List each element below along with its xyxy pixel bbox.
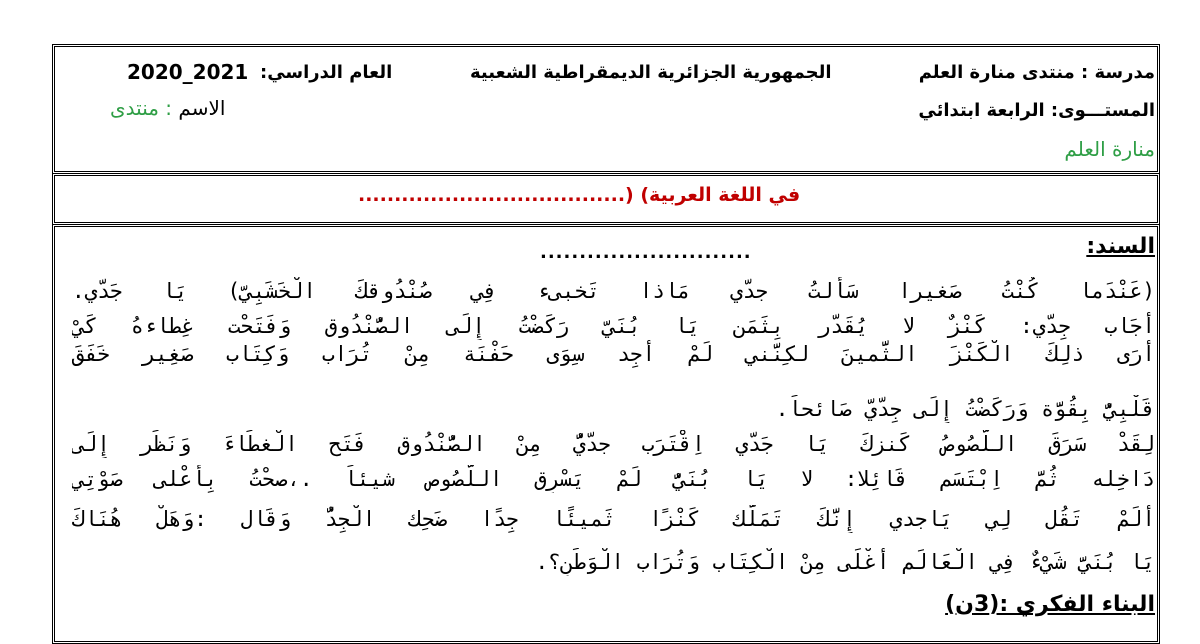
student-name-row: [110, 96, 225, 120]
bina-heading: البناء الفكري :(3ن): [945, 592, 1155, 617]
exam-title-dots: (.....................................: [358, 184, 634, 206]
text-line: (عَنْدَما كُنْتُ صَغيرا سَأَلتُ جدّي مَاذا تَخبىء فِي صُنْدُوقكَ الْخَشَبِيّ) يَا جَدّي.: [72, 279, 1155, 303]
exam-title: [358, 184, 800, 206]
text-line: قَلْبِيُّ بِقُوَّة وَرَكَضْتُ إِلَى جِدّيّ صَائحاً.: [775, 397, 1155, 421]
school-name: مدرسة : منتدى منارة العلم: [918, 62, 1155, 83]
text-line: أَجَاب جِدّي: كَنْزٌ لا يُقَدّر بِثَمَن يَا بُنَيّ رَكَضْتُ إِلَى الصُّنْدُوق وَفَتَحْت غِطاءهُ كَيْ: [72, 314, 1155, 338]
name-value: منتدى: [110, 96, 159, 120]
site-name: منارة العلم: [1064, 137, 1155, 161]
text-line: يَا بُنَيَّ شَيْءٌ فِي الْعَالَم أَغْلَى مِنْ الْكِتَاب وَتُرَاب الْوَطَنِ؟.: [535, 550, 1155, 574]
sanad-heading: السند:: [1086, 234, 1155, 259]
text-line: أَرَى ذلِكَ الْكَنْزَ الثَّمينَ لكِنَّني لَمْ أَجِد سِوَى حَفْنَة مِنْ تُرَاب وَكِتَاب صَغِير خَفَقَ: [72, 342, 1155, 366]
name-colon: :: [165, 96, 173, 120]
school-year-value: 2020_2021: [127, 60, 249, 84]
sanad-dots: ...........................: [540, 242, 752, 263]
name-label: الاسم: [178, 96, 226, 120]
text-line: لِقَدْ سَرَقَ اللُّصُوصُ كَنزكَ يَا جَدّي اِقْتَرَب جدّيُّ مِنْ الصُّنْدُوق فَتَح الْغطَاءَ وَنَظَر إِلَى: [72, 432, 1155, 456]
text-line: دَاخِله ثُمَّ اِبْتَسَم قَائِلا: لا يَا بُنَيُّ لَمْ يَسْرِق اللُّصُوص شيئاً .،صحْتُ بِأَعْلى صَوْتِي: [72, 467, 1155, 491]
text-line: أَلَمْ تَقُل لِي يَاجدي إِنَّكَ تَمَلَّك كَنْزًا ثَميئًا جِدًا ضَحِك الْجِدُّ وَقَال :وَهَلْ هُنَاكَ: [72, 507, 1155, 531]
republic-name: الجمهورية الجزائرية الديمقراطية الشعبية: [470, 62, 832, 83]
level: المستـــوى: الرابعة ابتدائي: [918, 100, 1155, 121]
school-year-label: العام الدراسي:: [260, 62, 393, 83]
exam-subject: في اللغة العربية): [640, 184, 801, 206]
